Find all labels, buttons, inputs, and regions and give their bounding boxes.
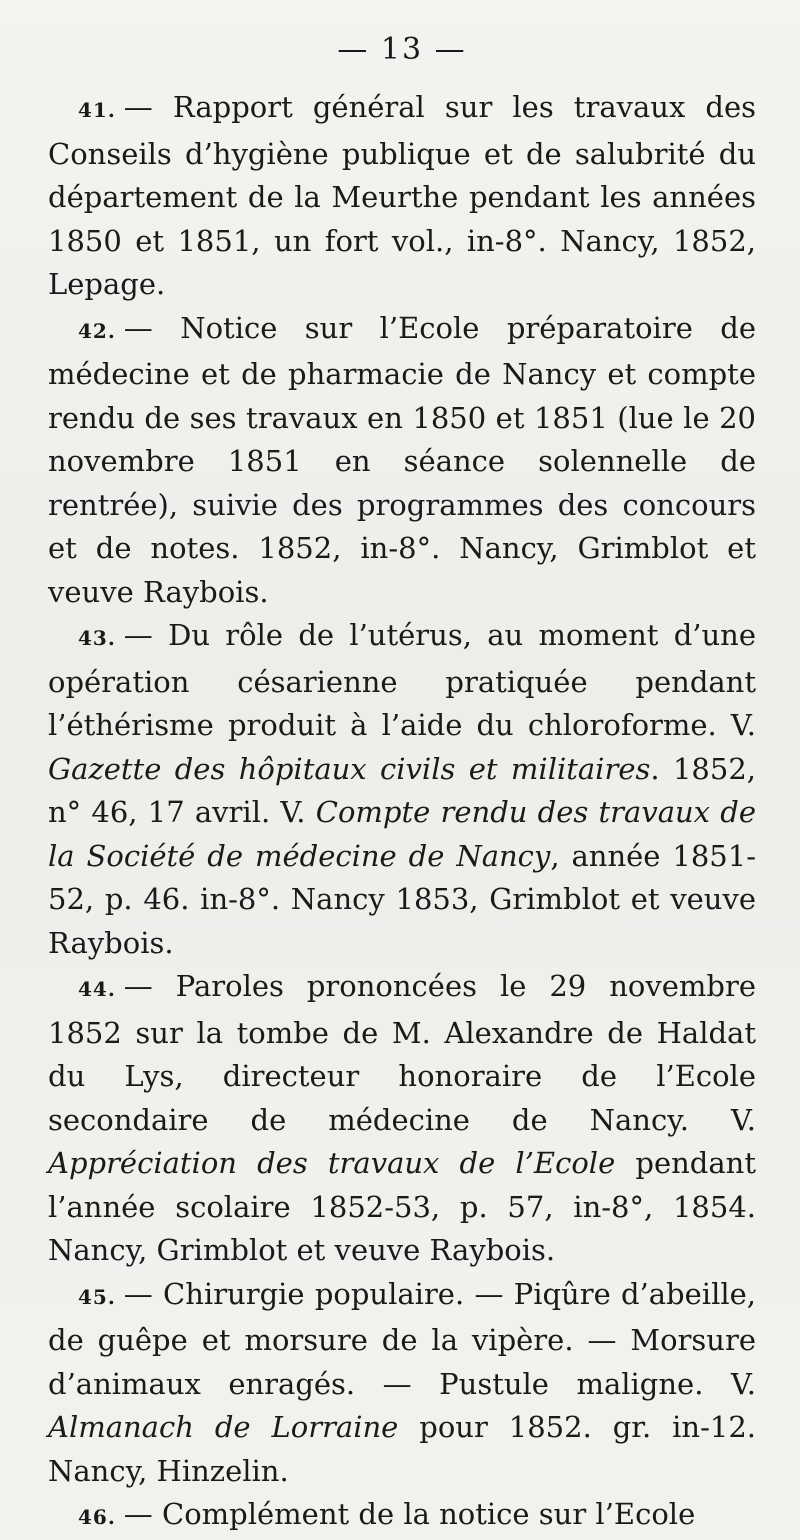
entry-number: 45. <box>78 1284 116 1309</box>
publication-title: Appréciation des travaux de l’Ecole <box>48 1146 616 1180</box>
entry-text: , année 1851-52, p. 46. in-8°. Nancy 1853, Grimblot et veuve Raybois. <box>48 838 757 960</box>
entry-text: — Notice sur l’Ecole préparatoire de médecine et de pharmacie de Nancy et compte rendu de ses travaux en 1850 et 1851 (lue le 20 novembre 1851 en séance solennelle de rentrée), suivie des programmes des concours et de notes. 1852, in-8°. Nancy, Grimblot et veuve Raybois. <box>48 310 756 609</box>
entry-number: 46. <box>78 1505 116 1529</box>
entry-text: . 1852, n° 46, 17 avril. V. <box>48 751 756 829</box>
entry-text: pour 1852. gr. in-12. Nancy, Hinzelin. <box>48 1410 756 1488</box>
entry-46 <box>48 1493 756 1540</box>
entry-text: — Paroles prononcées le 29 novembre 1852 sur la tombe de M. Alexandre de Haldat du Lys, directeur honoraire de l’Ecole secondaire de médecine de Nancy. V. <box>48 969 756 1137</box>
page-number: — 13 — <box>337 32 467 67</box>
entry-text: — Rapport général sur les travaux des Conseils d’hygiène publique et de salubrité du département de la Meurthe pendant les années 1850 et 1851, un fort vol., in-8°. Nancy, 1852, Lepage. <box>48 90 756 301</box>
publication-title: Almanach de Lorraine <box>48 1410 399 1444</box>
entry-text: pendant l’année scolaire 1852-53, p. 57, in-8°, 1854. Nancy, Grimblot et veuve Raybois. <box>48 1146 756 1267</box>
journal-title: Gazette des hôpitaux civils et militaires <box>48 751 651 786</box>
entry-number: 44. <box>78 977 116 1001</box>
journal-title: Compte rendu des travaux de la Société de médecine de Nancy <box>48 795 756 873</box>
entry-44 <box>48 965 756 1273</box>
entry-number: 42. <box>78 318 116 343</box>
entry-text: — Complément de la notice sur l’Ecole <box>123 1497 696 1531</box>
entry-number: 43. <box>78 626 116 650</box>
entry-42 <box>48 307 756 615</box>
entry-text: — Du rôle de l’utérus, au moment d’une opération césarienne pratiquée pendant l’éthérisme produit à l’aide du chloroforme. V. <box>48 618 756 742</box>
entry-text: — Chirurgie populaire. — Piqûre d’abeille, de guêpe et morsure de la vipère. — Morsure d’animaux enragés. — Pustule maligne. V. <box>48 1276 756 1401</box>
entry-43 <box>48 614 756 965</box>
entry-41 <box>48 86 756 307</box>
entry-number: 41. <box>78 98 116 122</box>
entry-45 <box>48 1273 756 1494</box>
